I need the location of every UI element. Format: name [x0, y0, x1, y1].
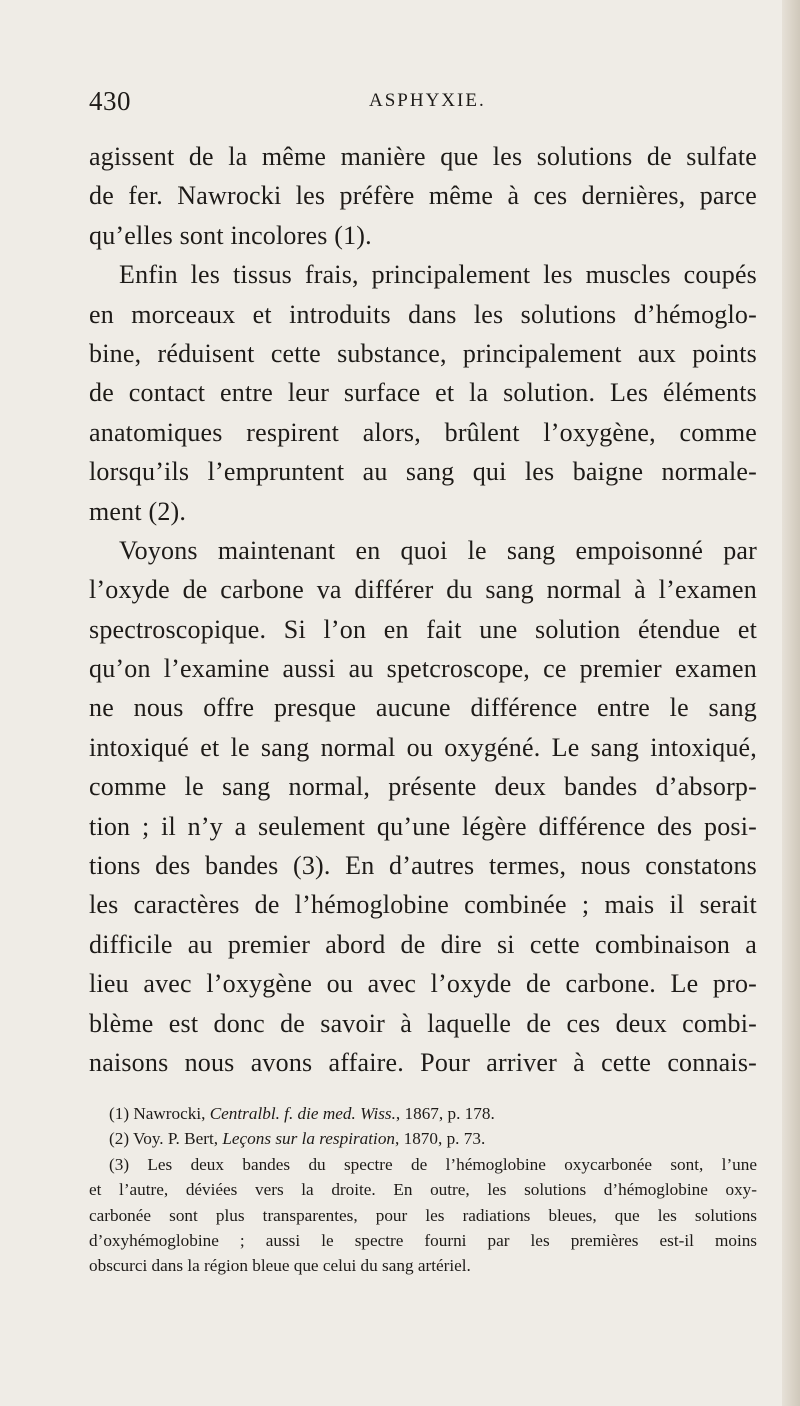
running-title: ASPHYXIE. — [369, 90, 486, 111]
body-line: de fer. Nawrocki les préfère même à ces dernières, parce — [89, 181, 757, 211]
body-line: les caractères de l’hémoglobine combinée ; mais il serait — [89, 890, 757, 920]
footnote-3-line: d’oxyhémoglobine ; aussi le spectre fourni par les premières est-il moins — [89, 1230, 757, 1250]
body-line: ment (2). — [89, 496, 187, 526]
footnote-3-line: et l’autre, déviées vers la droite. En outre, les solutions d’hémoglobine oxy- — [89, 1180, 757, 1200]
footnote-1 — [89, 1101, 757, 1126]
body-line: Enfin les tissus frais, principalement les muscles coupés — [119, 260, 757, 290]
footnotes — [89, 1101, 757, 1279]
body-line: de contact entre leur surface et la solution. Les éléments — [89, 378, 757, 408]
footnote-3-line: (3) Les deux bandes du spectre de l’hémoglobine oxycarbonée sont, l’une — [109, 1154, 757, 1174]
body-line: naisons nous avons affaire. Pour arriver à cette connais- — [89, 1047, 757, 1077]
footnote-3-line: carbonée sont plus transparentes, pour les radiations bleues, que les solutions — [89, 1205, 757, 1225]
body-line: ne nous offre presque aucune différence entre le sang — [89, 693, 757, 723]
body-line: blème est donc de savoir à laquelle de ces deux combi- — [89, 1008, 757, 1038]
body-line: intoxiqué et le sang normal ou oxygéné. Le sang intoxiqué, — [89, 732, 757, 762]
body-line: lieu avec l’oxygène ou avec l’oxyde de carbone. Le pro- — [89, 969, 757, 999]
page-number: 430 — [89, 86, 131, 116]
body-line: tions des bandes (3). En d’autres termes, nous constatons — [89, 851, 757, 881]
body-line: Voyons maintenant en quoi le sang empoisonné par — [119, 535, 757, 565]
body-line: en morceaux et introduits dans les solutions d’hémoglo- — [89, 299, 757, 329]
body-line: qu’elles sont incolores (1). — [89, 220, 372, 250]
footnote-2-prefix: (2) Voy. P. Bert, — [109, 1129, 223, 1149]
body-text — [89, 137, 757, 1082]
footnote-1-source: Centralbl. f. die med. Wiss. — [209, 1104, 396, 1123]
body-line: bine, réduisent cette substance, principalement aux points — [89, 338, 757, 368]
body-line: l’oxyde de carbone va différer du sang normal à l’examen — [89, 575, 757, 605]
footnote-2-source: Leçons sur la respiration — [222, 1129, 396, 1149]
footnote-2-suffix: , 1870, p. 73. — [395, 1129, 486, 1149]
body-line: agissent de la même manière que les solutions de sulfate — [89, 142, 757, 171]
footnote-3-line: obscurci dans la région bleue que celui du sang artériel. — [89, 1256, 471, 1276]
body-line: qu’on l’examine aussi au spetcroscope, ce premier examen — [89, 654, 757, 684]
page-edge — [782, 0, 800, 1406]
body-line: difficile au premier abord de dire si cette combinaison a — [89, 929, 757, 959]
footnote-1-prefix: (1) Nawrocki, — [109, 1104, 210, 1123]
footnote-2 — [89, 1126, 757, 1151]
body-line: tion ; il n’y a seulement qu’une légère différence des posi- — [89, 811, 757, 841]
footnote-1-suffix: , 1867, p. 178. — [395, 1104, 495, 1123]
body-line: comme le sang normal, présente deux bandes d’absorp- — [89, 772, 757, 802]
body-line: lorsqu’ils l’empruntent au sang qui les baigne normale- — [89, 457, 757, 487]
page-header — [89, 86, 789, 122]
body-line: spectroscopique. Si l’on en fait une solution étendue et — [89, 614, 757, 644]
body-line: anatomiques respirent alors, brûlent l’oxygène, comme — [89, 417, 757, 447]
